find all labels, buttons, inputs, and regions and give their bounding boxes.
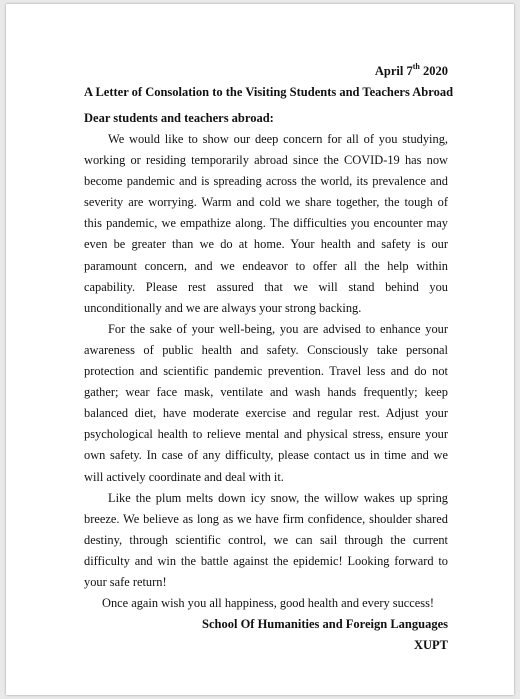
closing-line: Once again wish you all happiness, good health and every success!: [102, 596, 435, 611]
paragraph-1: We would like to show our deep concern for all of you studying, working or residing temporarily abroad since the COVID-19 has now become pandemic and is spreading across the world, its prevalence and severity are worrying. Warm and cold we share together, the tough of this pandemic, we empathize along. The difficulties you encounter may even be greater than we do at home. Your health and safety is our paramount concern, and we endeavor to offer all the help within capability. Please rest assured that we will stand behind you unconditionally and we are always your strong backing.: [84, 132, 448, 315]
signature-school: School Of Humanities and Foreign Languages: [202, 617, 448, 632]
signature-organization: XUPT: [413, 638, 448, 653]
letter-body: [84, 60, 454, 656]
document-page: [6, 4, 514, 695]
letter-title: A Letter of Consolation to the Visiting Students and Teachers Abroad: [84, 85, 454, 99]
salutation: Dear students and teachers abroad:: [84, 111, 274, 125]
paragraph-2: For the sake of your well-being, you are advised to enhance your awareness of public health and safety. Consciously take personal protection and scientific pandemic prevention. Travel less and do not gather; wear face mask, ventilate and wash hands frequently; keep balanced diet, have moderate exercise and regular rest. Adjust your psychological health to relieve mental and physical stress, ensure your own safety. In case of any difficulty, please contact us in time and we will actively coordinate and deal with it.: [84, 321, 448, 484]
paragraph-3: Like the plum melts down icy snow, the willow wakes up spring breeze. We believe as long as we have firm confidence, shoulder shared destiny, through scientific control, we can sail through the current difficulty and win the battle against the epidemic! Looking forward to your safe return!: [84, 490, 448, 589]
letter-date: April 7th 2020: [374, 61, 448, 78]
